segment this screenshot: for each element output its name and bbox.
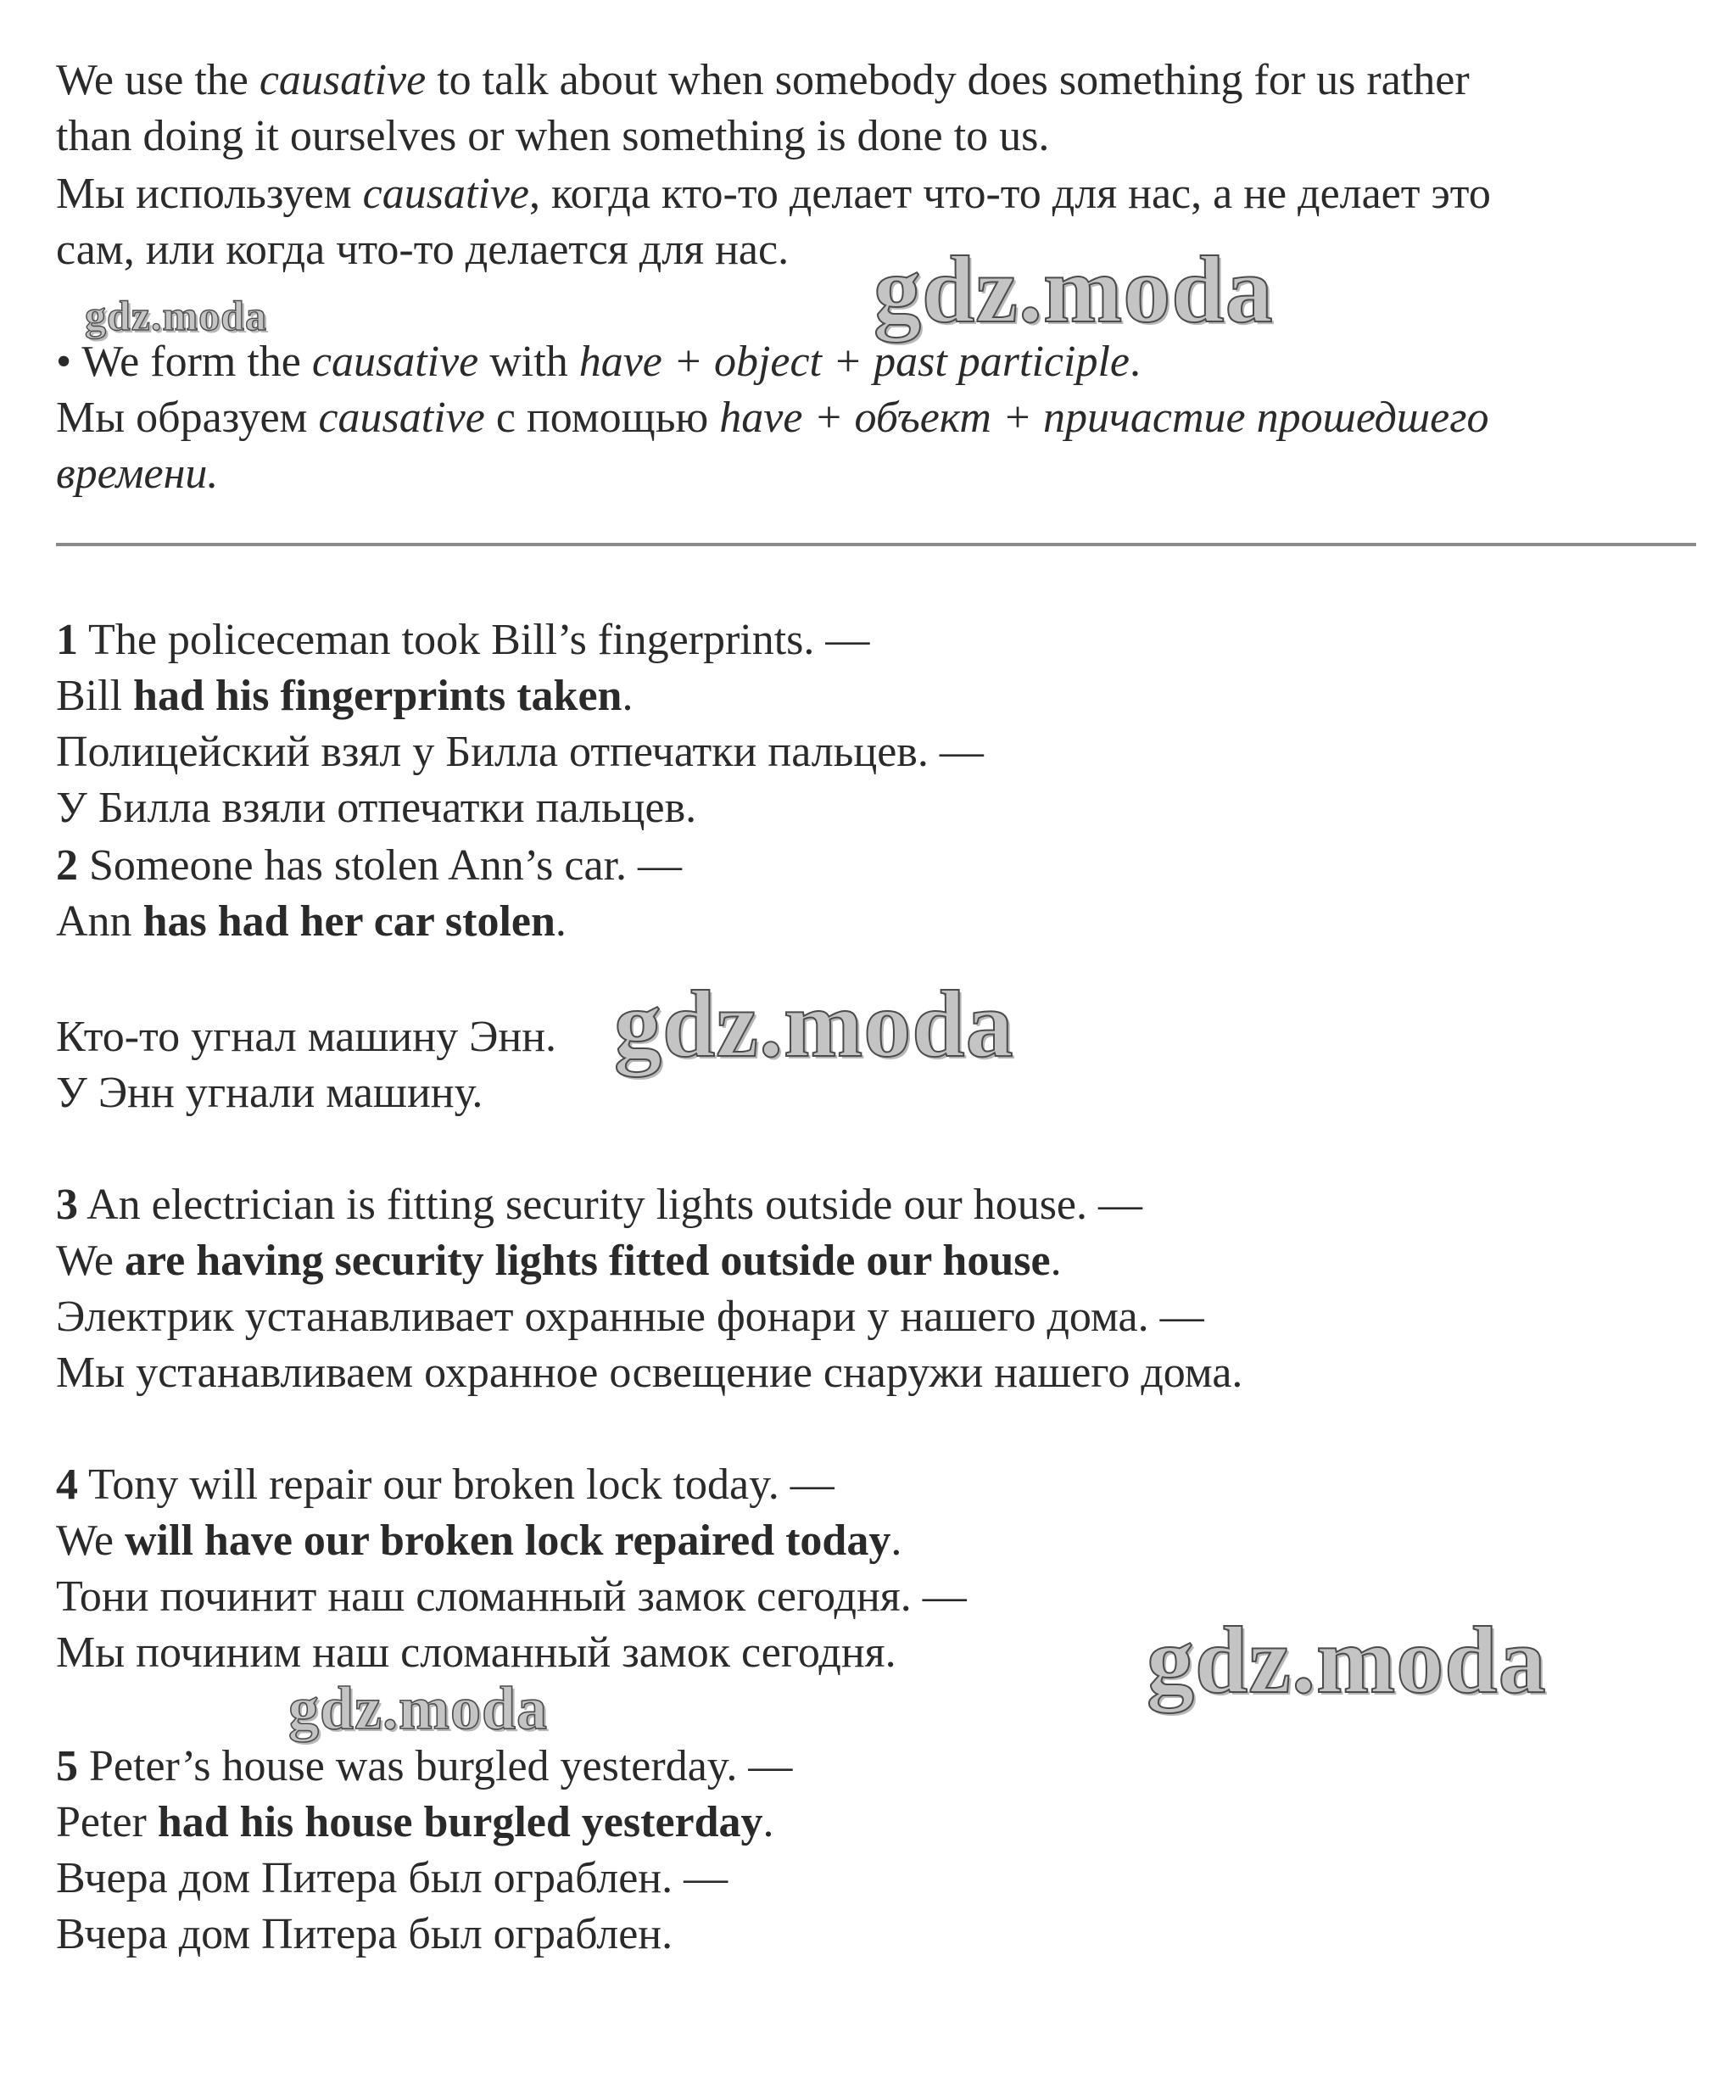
text: • We form the xyxy=(56,338,312,386)
text: . xyxy=(555,897,567,946)
item-number: 4 xyxy=(56,1461,78,1509)
item-4-question xyxy=(56,1457,835,1513)
item-3-answer xyxy=(56,1233,1062,1289)
text: , когда кто-то делает что-то для нас, а не делает это xyxy=(529,170,1491,218)
item-number: 1 xyxy=(56,616,78,664)
item-1-ru-question: Полицейский взял у Билла отпечатки пальцев. — xyxy=(56,728,984,776)
text: Ann xyxy=(56,897,143,946)
formula: have + object + past participle xyxy=(578,338,1130,386)
text: Мы образуем xyxy=(56,394,319,442)
text: We xyxy=(56,1516,125,1565)
term-causative: causative xyxy=(362,170,530,218)
item-3-question xyxy=(56,1177,1142,1233)
text: . xyxy=(1129,338,1141,386)
text: . xyxy=(622,672,634,720)
text: . xyxy=(890,1516,902,1565)
item-number: 2 xyxy=(56,841,78,890)
term-causative: causative xyxy=(311,338,479,386)
term-causative: causative xyxy=(318,394,485,442)
text: Bill xyxy=(56,672,134,720)
item-4-ru-question: Тони починит наш сломанный замок сегодня. — xyxy=(56,1572,967,1621)
text: Peter xyxy=(56,1798,158,1846)
item-4-ru-answer: Мы починим наш сломанный замок сегодня. xyxy=(56,1628,896,1677)
text: An electrician is fitting security lights outside our house. — xyxy=(78,1181,1143,1229)
intro-ru-line-1 xyxy=(56,166,1491,222)
item-5-ru-question: Вчера дом Питера был ограблен. — xyxy=(56,1854,728,1902)
answer-bold: has had her car stolen xyxy=(142,897,555,946)
answer-bold: will have our broken lock repaired today xyxy=(125,1516,891,1565)
intro-ru-line-2: сам, или когда что-то делается для нас. xyxy=(56,226,790,274)
formula: have + объект + причастие прошедшего xyxy=(719,394,1489,442)
text: Someone has stolen Ann’s car. — xyxy=(78,841,683,890)
intro-en-line-1 xyxy=(56,53,1470,109)
answer-bold: had his house burgled yesterday xyxy=(157,1798,763,1846)
intro-en-line-2: than doing it ourselves or when something is done to us. xyxy=(56,112,1050,160)
form-ru-line xyxy=(56,390,1489,446)
text: . xyxy=(1050,1237,1062,1285)
text: The policeceman took Bill’s fingerprints. — xyxy=(78,616,870,664)
item-4-answer xyxy=(56,1513,901,1569)
item-2-ru-answer: У Энн угнали машину. xyxy=(56,1069,483,1117)
text: с помощью xyxy=(484,394,720,442)
text: to talk about when somebody does something for us rather xyxy=(426,56,1470,104)
item-number: 5 xyxy=(56,1742,78,1790)
text: Peter’s house was burgled yesterday. — xyxy=(78,1742,793,1790)
item-2-question xyxy=(56,838,682,894)
formula: времени. xyxy=(56,450,219,498)
item-2-ru-question: Кто-то угнал машину Энн. xyxy=(56,1013,557,1061)
item-1-answer xyxy=(56,668,633,724)
watermark-logo: gdz.moda xyxy=(288,1674,549,1742)
item-1-ru-answer: У Билла взяли отпечатки пальцев. xyxy=(56,784,697,832)
item-3-ru-question: Электрик устанавливает охранные фонари у нашего дома. — xyxy=(56,1293,1204,1341)
form-ru-line-2 xyxy=(56,446,218,502)
answer-bold: are having security lights fitted outside our house xyxy=(125,1237,1051,1285)
text: We xyxy=(56,1237,125,1285)
text: Tony will repair our broken lock today. — xyxy=(78,1461,835,1509)
text: We use the xyxy=(56,56,260,104)
item-5-answer xyxy=(56,1795,774,1851)
item-3-ru-answer: Мы устанавливаем охранное освещение снаружи нашего дома. xyxy=(56,1349,1243,1397)
item-number: 3 xyxy=(56,1181,78,1229)
divider xyxy=(56,543,1696,546)
answer-bold: had his fingerprints taken xyxy=(133,672,622,720)
watermark-logo: gdz.moda xyxy=(874,237,1274,343)
watermark-logo: gdz.moda xyxy=(1147,1608,1547,1713)
watermark-logo: gdz.moda xyxy=(614,972,1014,1077)
text: Мы используем xyxy=(56,170,363,218)
watermark-logo: gdz.moda xyxy=(85,292,267,339)
item-5-ru-answer: Вчера дом Питера был ограблен. xyxy=(56,1910,673,1958)
item-2-answer xyxy=(56,894,567,950)
item-5-question xyxy=(56,1739,792,1795)
text: . xyxy=(762,1798,774,1846)
term-causative: causative xyxy=(259,56,427,104)
item-1-question xyxy=(56,612,869,668)
text: with xyxy=(478,338,579,386)
